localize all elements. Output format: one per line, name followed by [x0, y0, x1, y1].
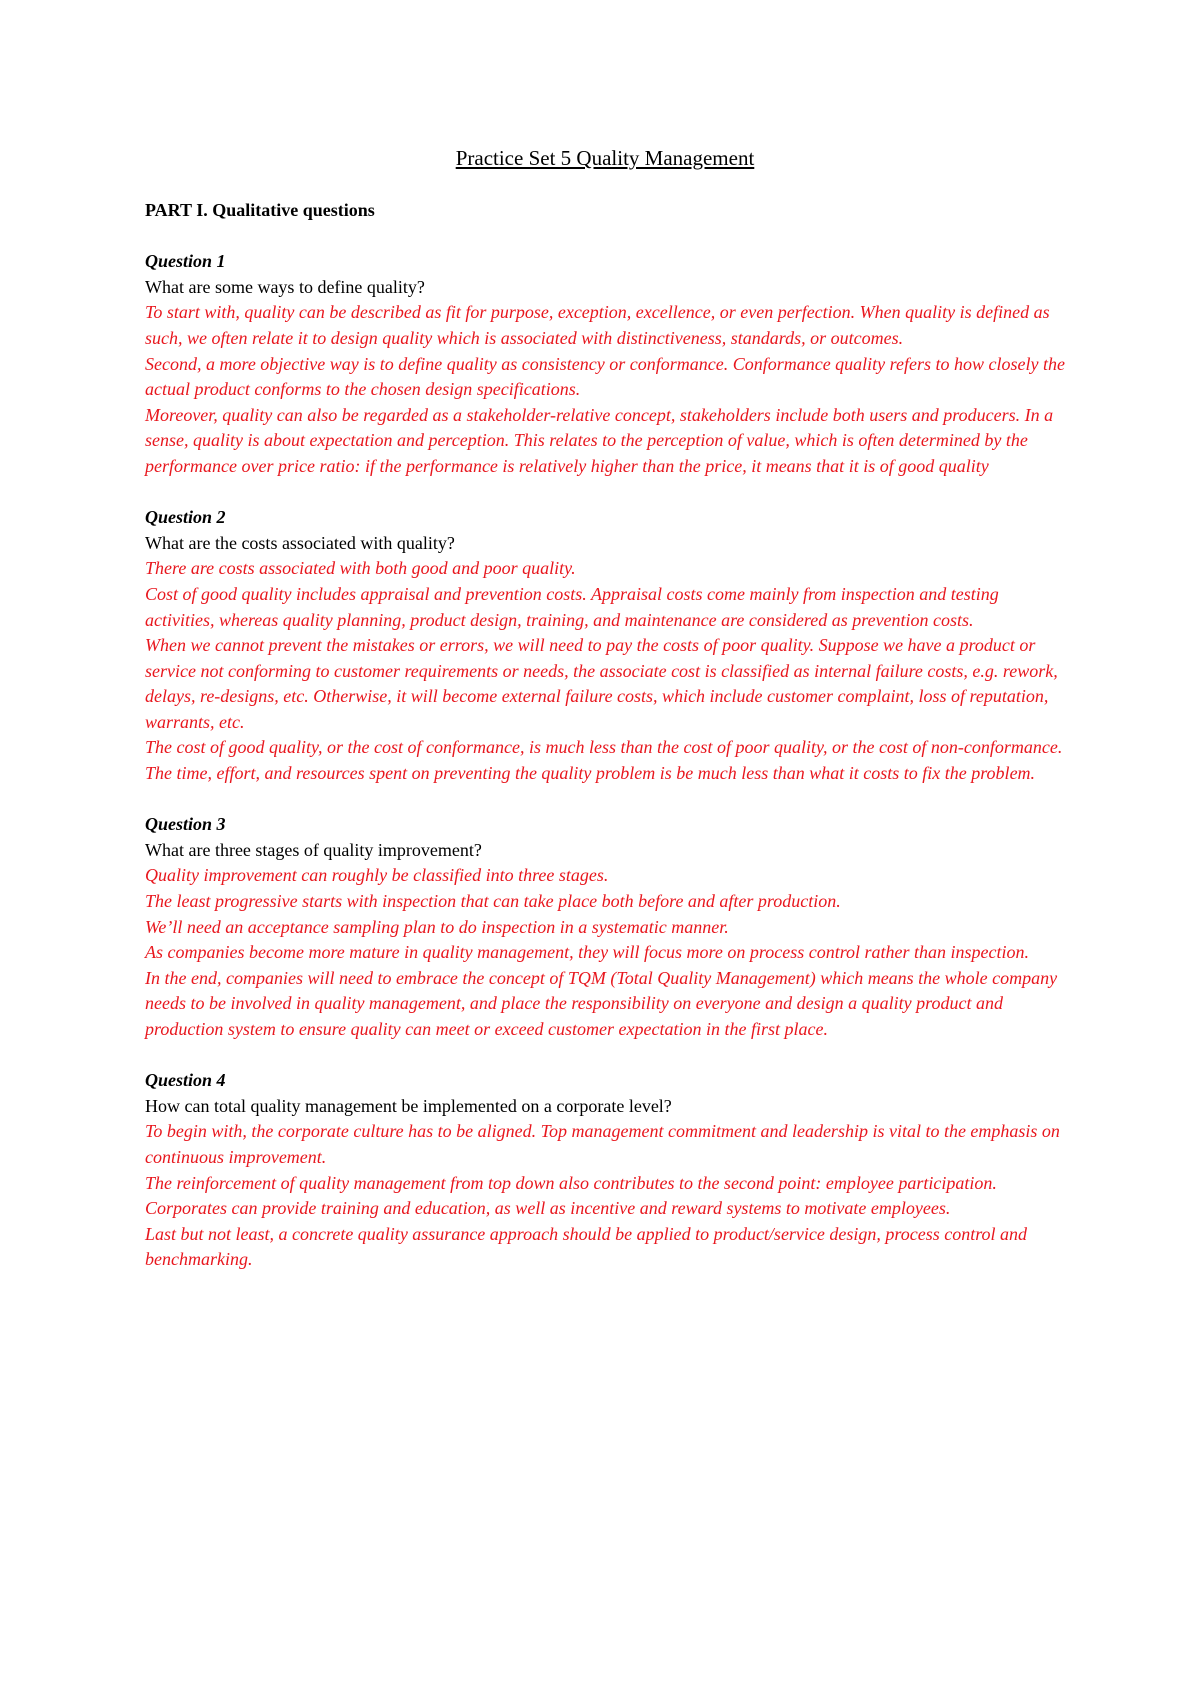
answer-paragraph: To start with, quality can be described as fit for purpose, exception, excellence, or even perfection. When quality is defined as such, we often relate it to design quality which is associated with distinctiveness, standards, or outcomes.: [145, 302, 1050, 348]
answer-paragraph: To begin with, the corporate culture has to be aligned. Top management commitment and leadership is vital to the emphasis on continuous improvement.: [145, 1121, 1060, 1167]
question-3: [145, 812, 1065, 1042]
answer-paragraph: The cost of good quality, or the cost of conformance, is much less than the cost of poor quality, or the cost of non-conformance. The time, effort, and resources spent on preventing the quality problem is be much less than what it costs to fix the problem.: [145, 737, 1063, 784]
question-heading: Question 4: [145, 1070, 226, 1091]
question-text: What are the costs associated with quality?: [145, 532, 455, 553]
answer-paragraph: Moreover, quality can also be regarded as a stakeholder-relative concept, stakeholders include both users and producers. In a sense, quality is about expectation and perception. This relates to the perception of value, which is often determined by the performance over price ratio: if the performance is relatively higher than the price, it means that it is of good quality: [145, 404, 1054, 476]
answer-paragraph: As companies become more mature in quality management, they will focus more on process control rather than inspection.: [145, 942, 1030, 963]
question-text: What are three stages of quality improvement?: [145, 839, 482, 860]
answer-paragraph: The reinforcement of quality management from top down also contributes to the second point: employee participation. Corporates can provide training and education, as well as incentive and reward systems to motivate employees.: [145, 1172, 997, 1219]
question-heading: Question 1: [145, 251, 226, 272]
question-1: [145, 249, 1065, 479]
answer-paragraph: The least progressive starts with inspection that can take place both before and after production.: [145, 891, 841, 912]
question-text: What are some ways to define quality?: [145, 276, 425, 297]
answer-paragraph: Last but not least, a concrete quality assurance approach should be applied to product/service design, process control and benchmarking.: [145, 1223, 1028, 1270]
answer-paragraph: Quality improvement can roughly be classified into three stages.: [145, 865, 609, 886]
answer-paragraph: When we cannot prevent the mistakes or errors, we will need to pay the costs of poor quality. Suppose we have a product or service not conforming to customer requirements or needs, the associate cost is classified as internal failure costs, e.g. rework, delays, re-designs, etc. Otherwise, it will become external failure costs, which include customer complaint, loss of reputation, warrants, etc.: [145, 635, 1058, 732]
part-heading: PART I. Qualitative questions: [145, 200, 375, 220]
document-title: Practice Set 5 Quality Management: [455, 146, 755, 170]
answer-paragraph: Second, a more objective way is to define quality as consistency or conformance. Conformance quality refers to how closely the actual product conforms to the chosen design specifications.: [145, 353, 1065, 400]
document-body: [145, 145, 1065, 1299]
answer-paragraph: We’ll need an acceptance sampling plan to do inspection in a systematic manner.: [145, 916, 729, 937]
answer-paragraph: In the end, companies will need to embrace the concept of TQM (Total Quality Management) which means the whole company needs to be involved in quality management, and place the responsibility on everyone and design a quality product and production system to ensure quality can meet or exceed customer expectation in the first place.: [145, 967, 1058, 1039]
question-heading: Question 2: [145, 507, 226, 528]
answer-paragraph: There are costs associated with both good and poor quality.: [145, 558, 576, 579]
question-4: [145, 1068, 1065, 1273]
question-2: [145, 505, 1065, 787]
question-text: How can total quality management be implemented on a corporate level?: [145, 1095, 672, 1116]
answer-paragraph: Cost of good quality includes appraisal and prevention costs. Appraisal costs come mainly from inspection and testing activities, whereas quality planning, product design, training, and maintenance are considered as prevention costs.: [145, 583, 999, 630]
question-heading: Question 3: [145, 814, 226, 835]
